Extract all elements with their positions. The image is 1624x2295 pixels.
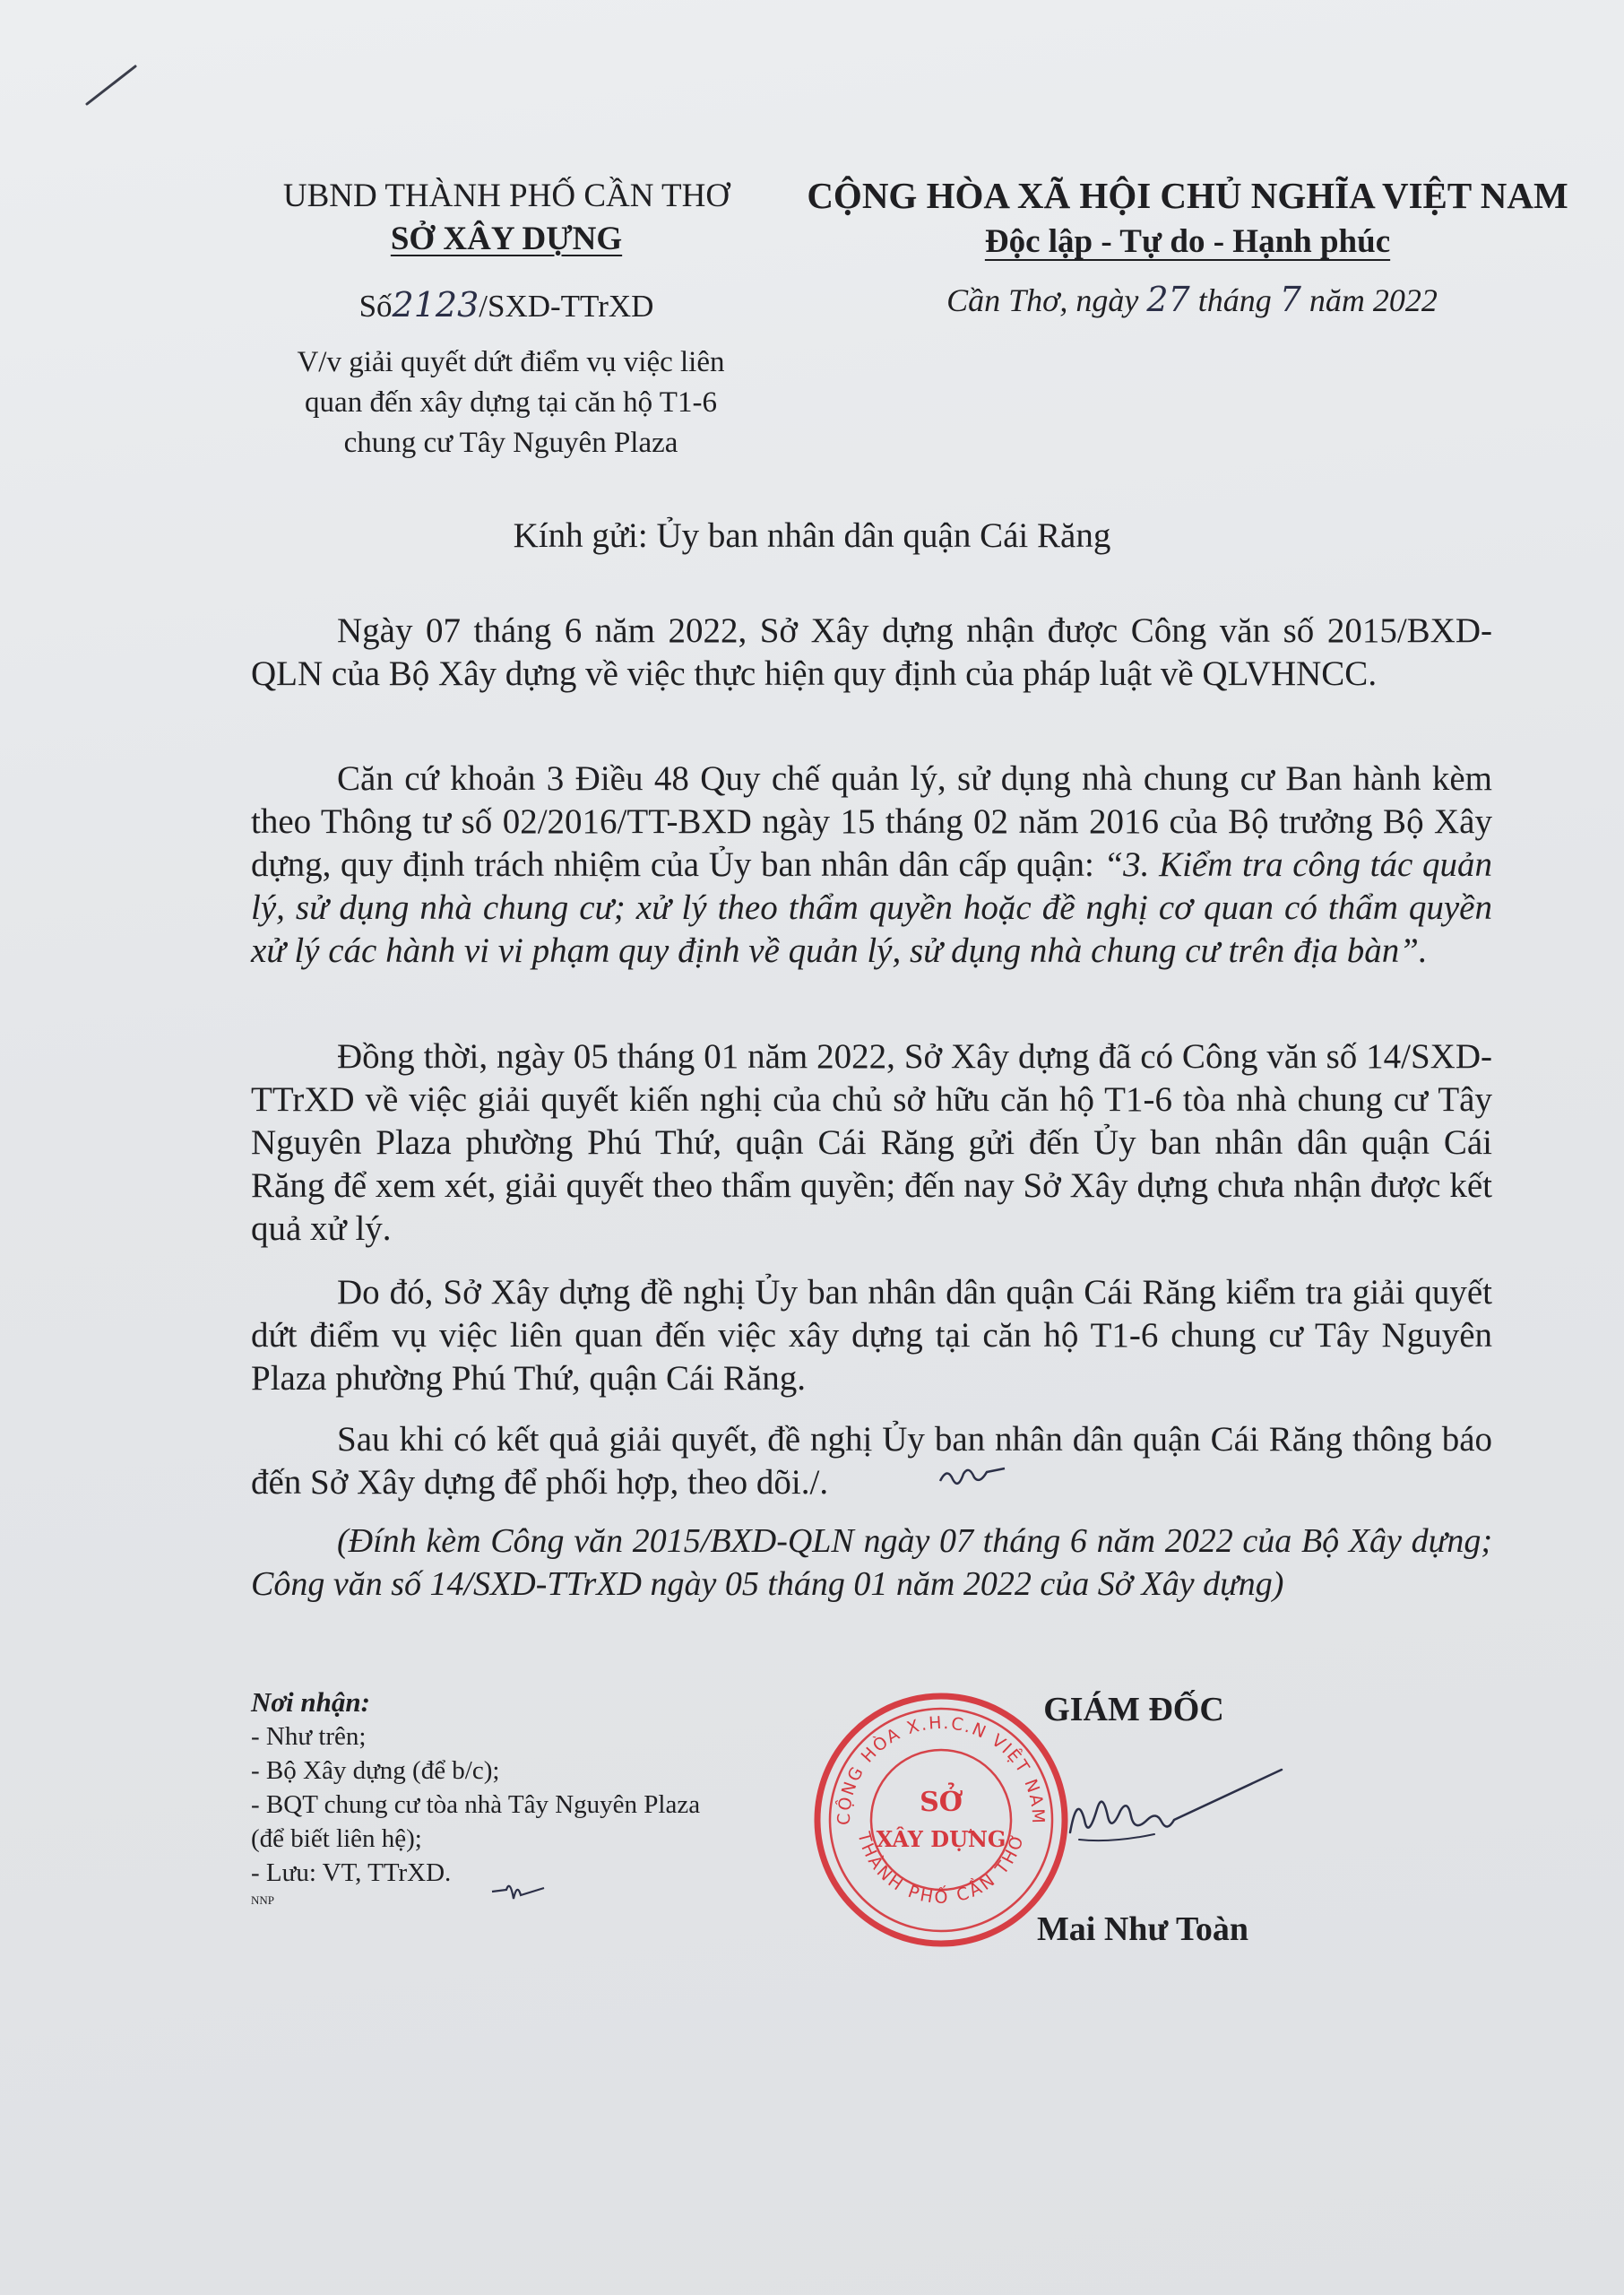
body-paragraph-5 bbox=[251, 1418, 1492, 1504]
paragraph-text: Ngày 07 tháng 6 năm 2022, Sở Xây dựng nhận được Công văn số 2015/BXD-QLN của Bộ Xây dựng về việc thực hiện quy định của pháp luật về QLVHNCC. bbox=[251, 611, 1492, 693]
recipient-item: - BQT chung cư tòa nhà Tây Nguyên Plaza bbox=[251, 1790, 701, 1819]
date-year: năm 2022 bbox=[1309, 282, 1438, 318]
body-paragraph-4 bbox=[251, 1271, 1492, 1400]
org-line-1: UBND THÀNH PHỐ CẦN THƠ bbox=[282, 178, 730, 214]
subject-line-2: quan đến xây dựng tại căn hộ T1-6 bbox=[305, 386, 717, 419]
recipient-item: - Lưu: VT, TTrXD. bbox=[251, 1858, 452, 1887]
signer-name: Mai Như Toàn bbox=[1036, 1910, 1249, 1948]
recipient-item: - Như trên; bbox=[251, 1722, 367, 1751]
initial-mark bbox=[937, 1461, 1008, 1492]
paragraph-quote: “3. Kiểm tra công tác quản lý, sử dụng nhà chung cư; xử lý theo thẩm quyền hoặc đề nghị cơ quan có thẩm quyền xử lý các hành vi vi phạm quy định về quản lý, sử dụng nhà chung cư trên địa bàn”. bbox=[251, 845, 1492, 970]
subject-line-3: chung cư Tây Nguyên Plaza bbox=[343, 427, 678, 459]
national-heading bbox=[744, 172, 1624, 265]
date-line bbox=[834, 280, 1551, 319]
date-month: 7 bbox=[1279, 280, 1301, 319]
signer-role: GIÁM ĐỐC bbox=[1043, 1691, 1224, 1728]
initial-mark bbox=[488, 1875, 551, 1906]
paragraph-text: Đồng thời, ngày 05 tháng 01 năm 2022, Sở Xây dựng đã có Công văn số 14/SXD-TTrXD về việc giải quyết kiến nghị của chủ sở hữu căn hộ T1-6 tòa nhà chung cư Tây Nguyên Plaza phường Phú Thứ, quận Cái Răng gửi đến Ủy ban nhân dân quận Cái Răng để xem xét, giải quyết theo thẩm quyền; đến nay Sở Xây dựng chưa nhận được kết quả xử lý. bbox=[251, 1037, 1492, 1248]
paragraph-intro: Căn cứ khoản 3 Điều 48 Quy chế quản lý, sử dụng nhà chung cư Ban hành kèm theo Thông tư số 02/2016/TT-BXD ngày 15 tháng 02 năm 2016 của Bộ trưởng Bộ Xây dựng, quy định trách nhiệm của Ủy ban nhân dân cấp quận: bbox=[251, 759, 1492, 884]
date-prefix: Cần Thơ, ngày bbox=[946, 282, 1139, 318]
date-month-label: tháng bbox=[1197, 282, 1272, 318]
attachment-note: (Đính kèm Công văn 2015/BXD-QLN ngày 07 tháng 6 năm 2022 của Bộ Xây dựng; Công văn số 14/SXD-TTrXD ngày 05 tháng 01 năm 2022 của Sở Xây dựng) bbox=[251, 1522, 1492, 1603]
recipient-item: - Bộ Xây dựng (để b/c); bbox=[251, 1756, 500, 1785]
body-paragraph-3 bbox=[251, 1035, 1492, 1251]
doc-number-handwritten: 2123 bbox=[392, 285, 479, 325]
drafter-initials: NNP bbox=[251, 1893, 275, 1907]
seal-bottom-text: THÀNH PHỐ CẦN THƠ bbox=[853, 1829, 1029, 1908]
recipients-title: Nơi nhận: bbox=[251, 1686, 370, 1718]
date-day: 27 bbox=[1146, 280, 1190, 319]
subject-line-1: V/v giải quyết dứt điểm vụ việc liên bbox=[297, 346, 725, 378]
document-number bbox=[206, 285, 807, 325]
doc-number-prefix: Số bbox=[358, 289, 393, 324]
body-paragraph-2 bbox=[251, 758, 1492, 973]
paragraph-text: Sau khi có kết quả giải quyết, đề nghị Ủy ban nhân dân quận Cái Răng thông báo đến Sở Xây dựng để phối hợp, theo dõi./. bbox=[251, 1420, 1492, 1502]
body-paragraph-1 bbox=[251, 610, 1492, 696]
paragraph-text bbox=[251, 758, 1492, 973]
handwritten-signature bbox=[1058, 1757, 1291, 1856]
org-line-2: SỞ XÂY DỰNG bbox=[390, 221, 623, 257]
issuing-organization bbox=[206, 175, 807, 261]
seal-center-line-1: SỞ bbox=[920, 1787, 963, 1818]
seal-center-line-2: XÂY DỰNG bbox=[876, 1826, 1006, 1852]
subject-block bbox=[242, 342, 780, 463]
national-motto: Độc lập - Tự do - Hạnh phúc bbox=[984, 223, 1391, 260]
paragraph-text: Do đó, Sở Xây dựng đề nghị Ủy ban nhân dân quận Cái Răng kiểm tra giải quyết dứt điểm vụ việc liên quan đến việc xây dựng tại căn hộ T1-6 chung cư Tây Nguyên Plaza phường Phú Thứ, quận Cái Răng. bbox=[251, 1273, 1492, 1398]
recipients-block bbox=[251, 1685, 807, 1890]
recipient-line: Kính gửi: Ủy ban nhân dân quận Cái Răng bbox=[513, 516, 1111, 555]
doc-number-suffix: /SXD-TTrXD bbox=[479, 289, 654, 324]
seal-outer-text: CỘNG HÒA X.H.C.N VIỆT NAM bbox=[834, 1712, 1049, 1826]
country-name: CỘNG HÒA XÃ HỘI CHỦ NGHĨA VIỆT NAM bbox=[807, 175, 1568, 216]
pen-mark bbox=[85, 63, 139, 108]
recipient-item: (để biết liên hệ); bbox=[251, 1824, 422, 1853]
